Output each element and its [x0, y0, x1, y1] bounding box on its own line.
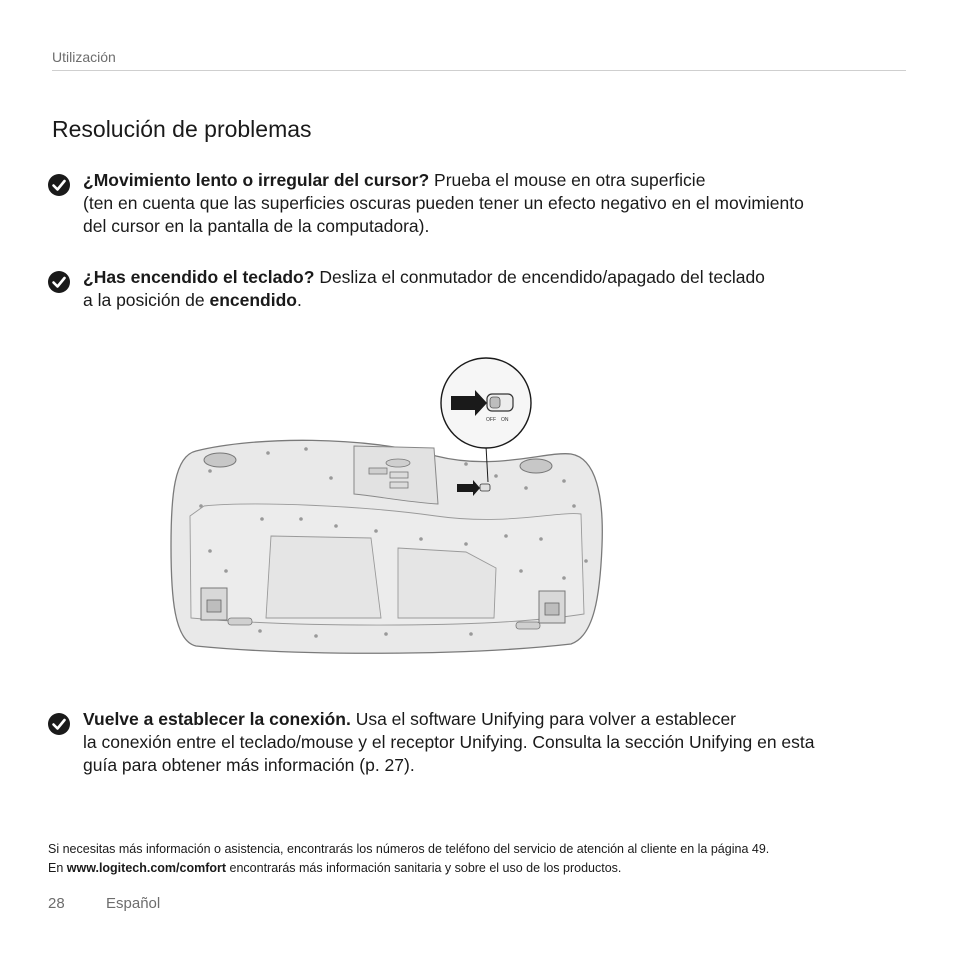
switch-on-label: ON	[501, 417, 509, 423]
item-line: Usa el software Unifying para volver a establecer	[350, 709, 737, 729]
checkmark-icon	[48, 174, 70, 196]
item-text	[83, 708, 898, 777]
switch-off-label: OFF	[486, 417, 496, 423]
item-text	[83, 169, 898, 238]
keyboard-inner-edge	[190, 504, 584, 625]
footnote-line: Si necesitas más información o asistencia, encontrarás los números de teléfono del servicio de atención al cliente en la página 49.	[48, 842, 770, 856]
section-header: Utilización	[52, 49, 116, 65]
item-heading: ¿Has encendido el teclado?	[83, 267, 315, 287]
item-text	[83, 266, 898, 312]
item-heading: ¿Movimiento lento o irregular del cursor?	[83, 170, 430, 190]
recessed-panel	[266, 536, 381, 618]
item-line: .	[297, 290, 302, 310]
footnote-line: encontrarás más información sanitaria y sobre el uso de los productos.	[226, 861, 622, 875]
item-line: Prueba el mouse en otra superficie	[429, 170, 706, 190]
logitech-link[interactable]: www.logitech.com/comfort	[66, 861, 227, 875]
item-line: guía para obtener más información (p. 27).	[83, 755, 415, 775]
footnote-line: En	[48, 861, 67, 875]
item-line: la conexión entre el teclado/mouse y el receptor Unifying. Consulta la sección Unifying en esta	[83, 732, 815, 752]
item-line: del cursor en la pantalla de la computadora).	[83, 216, 430, 236]
rubber-foot	[520, 459, 552, 473]
footnote	[48, 840, 908, 878]
page-title: Resolución de problemas	[52, 116, 312, 142]
keyboard-underside-illustration	[166, 356, 606, 662]
item-emphasis: encendido	[209, 290, 297, 310]
checkmark-icon	[48, 271, 70, 293]
item-line: Desliza el conmutador de encendido/apagado del teclado	[314, 267, 765, 287]
header-divider	[52, 70, 906, 71]
item-line: (ten en cuenta que las superficies oscuras pueden tener un efecto negativo en el movimiento	[83, 193, 804, 213]
item-heading: Vuelve a establecer la conexión.	[83, 709, 351, 729]
page-language: Español	[106, 895, 161, 912]
rubber-foot	[204, 453, 236, 467]
item-line: a la posición de	[83, 290, 210, 310]
checkmark-icon	[48, 713, 70, 735]
power-switch	[480, 484, 490, 491]
page-number: 28	[48, 895, 65, 912]
